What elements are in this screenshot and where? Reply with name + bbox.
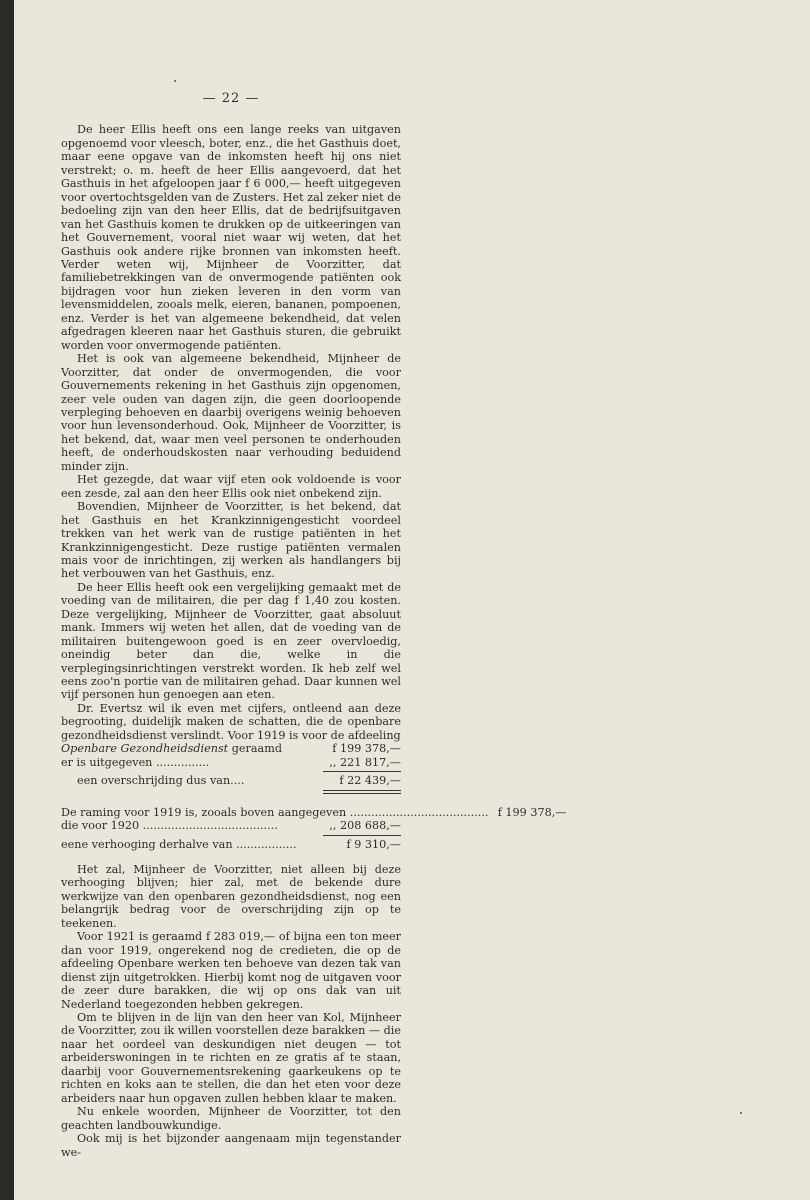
paragraph: Nu enkele woorden, Mijnheer de Voorzitter, tot den geachten landbouwkundige. (61, 1105, 401, 1132)
budget-label: De raming voor 1919 is, zooals boven aangegeven (61, 805, 347, 819)
budget-total-label: een overschrijding dus van.... (77, 774, 245, 788)
sum-rule (323, 835, 401, 836)
budget-table-2 (61, 805, 567, 863)
budget-label: er is uitgegeven (61, 755, 153, 769)
paragraph: Bovendien, Mijnheer de Voorzitter, is het bekend, dat het Gasthuis en het Krankzinnigengesticht voordeel trekken van het werk van de rustige patiënten in het Krankzinnigengesticht. Deze rustige patiënten vermalen mais voor de inrichtingen, zij werken als handlangers bij het verbouwen van het Gasthuis, enz. (61, 500, 401, 581)
budget-dots: ...................................... (139, 819, 278, 833)
budget-amount: f 199 378,— (497, 805, 567, 819)
paragraph: Voor 1921 is geraamd f 283 019,— of bijna een ton meer dan voor 1919, ongerekend nog de credieten, die op de afdeeling Openbare werken ten behoeve van dezen tak van dienst zijn uitgetrokken. Hierbij komt nog de uitgaven voor de zeer dure barakken, die wij op ons dak van uit Nederland toegezonden hebben gekregen. (61, 930, 401, 1011)
text-column (61, 91, 567, 1159)
paragraph: Om te blijven in de lijn van den heer van Kol, Mijnheer de Voorzitter, zou ik willen voorstellen deze barakken — die naar het oordeel van deskundigen niet deugen — tot arbeiderswoningen in te richten en ze gratis af te staan, daarbij voor Gouvernementsrekening gaarkeukens op te richten en koks aan te stellen, die dan het eten voor deze arbeiders naar hun opgaven zullen hebben klaar te maken. (61, 1011, 401, 1105)
budget-table-1 (61, 742, 401, 793)
budget-row (61, 819, 401, 832)
budget-dots: ....................................... (346, 805, 489, 819)
budget-label: die voor 1920 (61, 819, 140, 833)
budget-row (61, 756, 401, 769)
budget-amount: f 199 378,— (332, 742, 401, 756)
paragraph: De heer Ellis heeft ook een vergelijking gemaakt met de voeding van de militairen, die per dag f 1,40 zou kosten. Deze vergelijking, Mijnheer de Voorzitter, gaat absoluut mank. Immers wij weten het allen, dat de voeding van de militairen buitengewoon goed is en zeer overvloedig, oneindig beter dan die, welke in die verplegingsinrichtingen verstrekt worden. Ik heb zelf wel eens zoo'n portie van de militairen gehad. Daar kunnen wel vijf personen hun genoegen aan eten. (61, 580, 401, 702)
budget-row (61, 742, 401, 755)
budget-total-amount: f 22 439,— (339, 774, 401, 788)
budget-dots: ............... (152, 755, 210, 769)
scan-speck (174, 80, 176, 82)
budget-label: geraamd (228, 742, 282, 756)
budget-total-amount: f 9 310,— (346, 837, 401, 851)
scan-speck (740, 1112, 742, 1114)
scan-edge (0, 0, 14, 1200)
budget-row (61, 805, 567, 819)
paragraph: De heer Ellis heeft ons een lange reeks van uitgaven opgenoemd voor vleesch, boter, enz., die het Gasthuis doet, maar eene opgave van de inkomsten heeft hij ons niet verstrekt; o. m. heeft de heer Ellis aangevoerd, dat het Gasthuis in het afgeloopen jaar f 6 000,— heeft uitgegeven voor overtochtsgelden van de Zusters. Het zal zeker niet de bedoeling zijn van den heer Ellis, dat de bedrijfsuitgaven van het Gasthuis komen te drukken op de uitkeeringen van het Gouvernement, vooral niet waar wij weten, dat het Gasthuis ook andere rijke bronnen van inkomsten heeft. Verder weten wij, Mijnheer de Voorzitter, dat familiebetrekkingen van de onvermogende patiënten ook bijdragen voor hun zieken leveren in den vorm van levensmiddelen, zooals melk, eieren, bananen, pompoenen, enz. Verder is het van algemeene bekendheid, dat velen afgedragen kleeren naar het Gasthuis sturen, die gebruikt worden voor onvermogende patiënten. (61, 123, 401, 352)
budget-label: Openbare Gezondheidsdienst (61, 742, 229, 756)
paragraph: Ook mij is het bijzonder aangenaam mijn tegenstander we- (61, 1132, 401, 1159)
budget-amount: ,, 208 688,— (329, 819, 401, 833)
page-number: — 22 — (202, 91, 260, 106)
budget-amount: ,, 221 817,— (329, 755, 401, 769)
paragraph: Dr. Evertsz wil ik even met cijfers, ontleend aan deze begrooting, duidelijk maken de schatten, die de openbare gezondheidsdienst verslindt. Voor 1919 is voor de afdeeling (61, 701, 401, 742)
paragraph: Het is ook van algemeene bekendheid, Mijnheer de Voorzitter, dat onder de onvermogenden, die voor Gouvernements rekening in het Gasthuis zijn opgenomen, zeer vele ouden van dagen zijn, die geen doorloopende verpleging behoeven en daarbij overigens weinig behoeven voor hun levensonderhoud. Ook, Mijnheer de Voorzitter, is het bekend, dat, waar men veel personen te onderhouden heeft, de onderhoudskosten naar verhouding beduidend minder zijn. (61, 352, 401, 473)
document-page (14, 0, 810, 1200)
budget-total-label: eene verhooging derhalve van (61, 837, 233, 851)
total-double-rule (323, 790, 401, 794)
budget-total-row (61, 838, 401, 851)
sum-rule (323, 771, 401, 772)
budget-dots: ................. (232, 837, 297, 851)
paragraph: Het gezegde, dat waar vijf eten ook voldoende is voor een zesde, zal aan den heer Ellis ook niet onbekend zijn. (61, 473, 401, 500)
paragraph: Het zal, Mijnheer de Voorzitter, niet alleen bij deze verhooging blijven; hier zal, met de bekende dure werkwijze van den openbaren gezondheidsdienst, nog een belangrijk bedrag voor de overschrijding zijn op te teekenen. (61, 863, 401, 930)
budget-total-row (61, 774, 401, 787)
